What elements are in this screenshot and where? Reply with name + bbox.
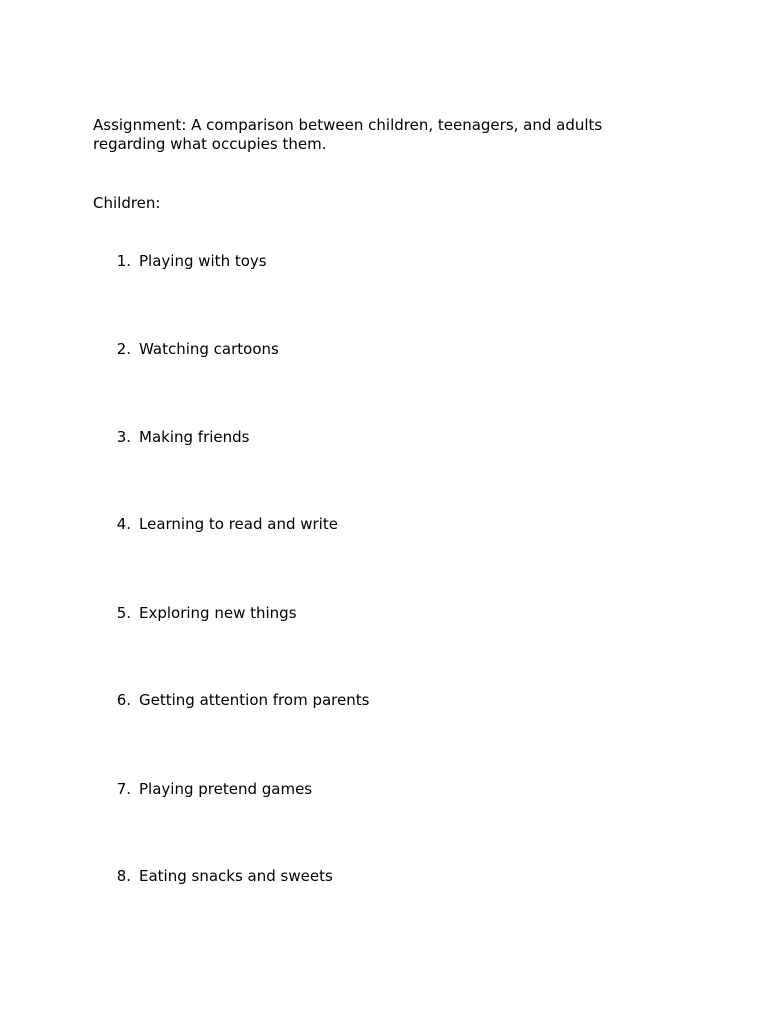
list-item-number: 7.	[116, 780, 131, 798]
list-item-number: 8.	[116, 867, 131, 885]
list-item-number: 2.	[116, 340, 131, 358]
list-item-number: 3.	[116, 428, 131, 446]
list-item-text: Exploring new things	[139, 604, 297, 622]
assignment-title: Assignment: A comparison between children, teenagers, and adults regarding what occupies them.	[93, 116, 603, 153]
list-item-text: Making friends	[139, 428, 250, 446]
list-item-number: 1.	[116, 252, 131, 270]
list-item-number: 4.	[116, 515, 131, 533]
list-item-text: Playing pretend games	[139, 780, 313, 798]
section-heading-children: Children:	[93, 194, 161, 212]
list-item-text: Getting attention from parents	[139, 691, 370, 709]
list-item-number: 5.	[116, 604, 131, 622]
list-item-text: Eating snacks and sweets	[139, 867, 333, 885]
list-item-text: Watching cartoons	[139, 340, 279, 358]
list-item-text: Playing with toys	[139, 252, 267, 270]
list-item-text: Learning to read and write	[139, 515, 338, 533]
list-item-number: 6.	[116, 691, 131, 709]
